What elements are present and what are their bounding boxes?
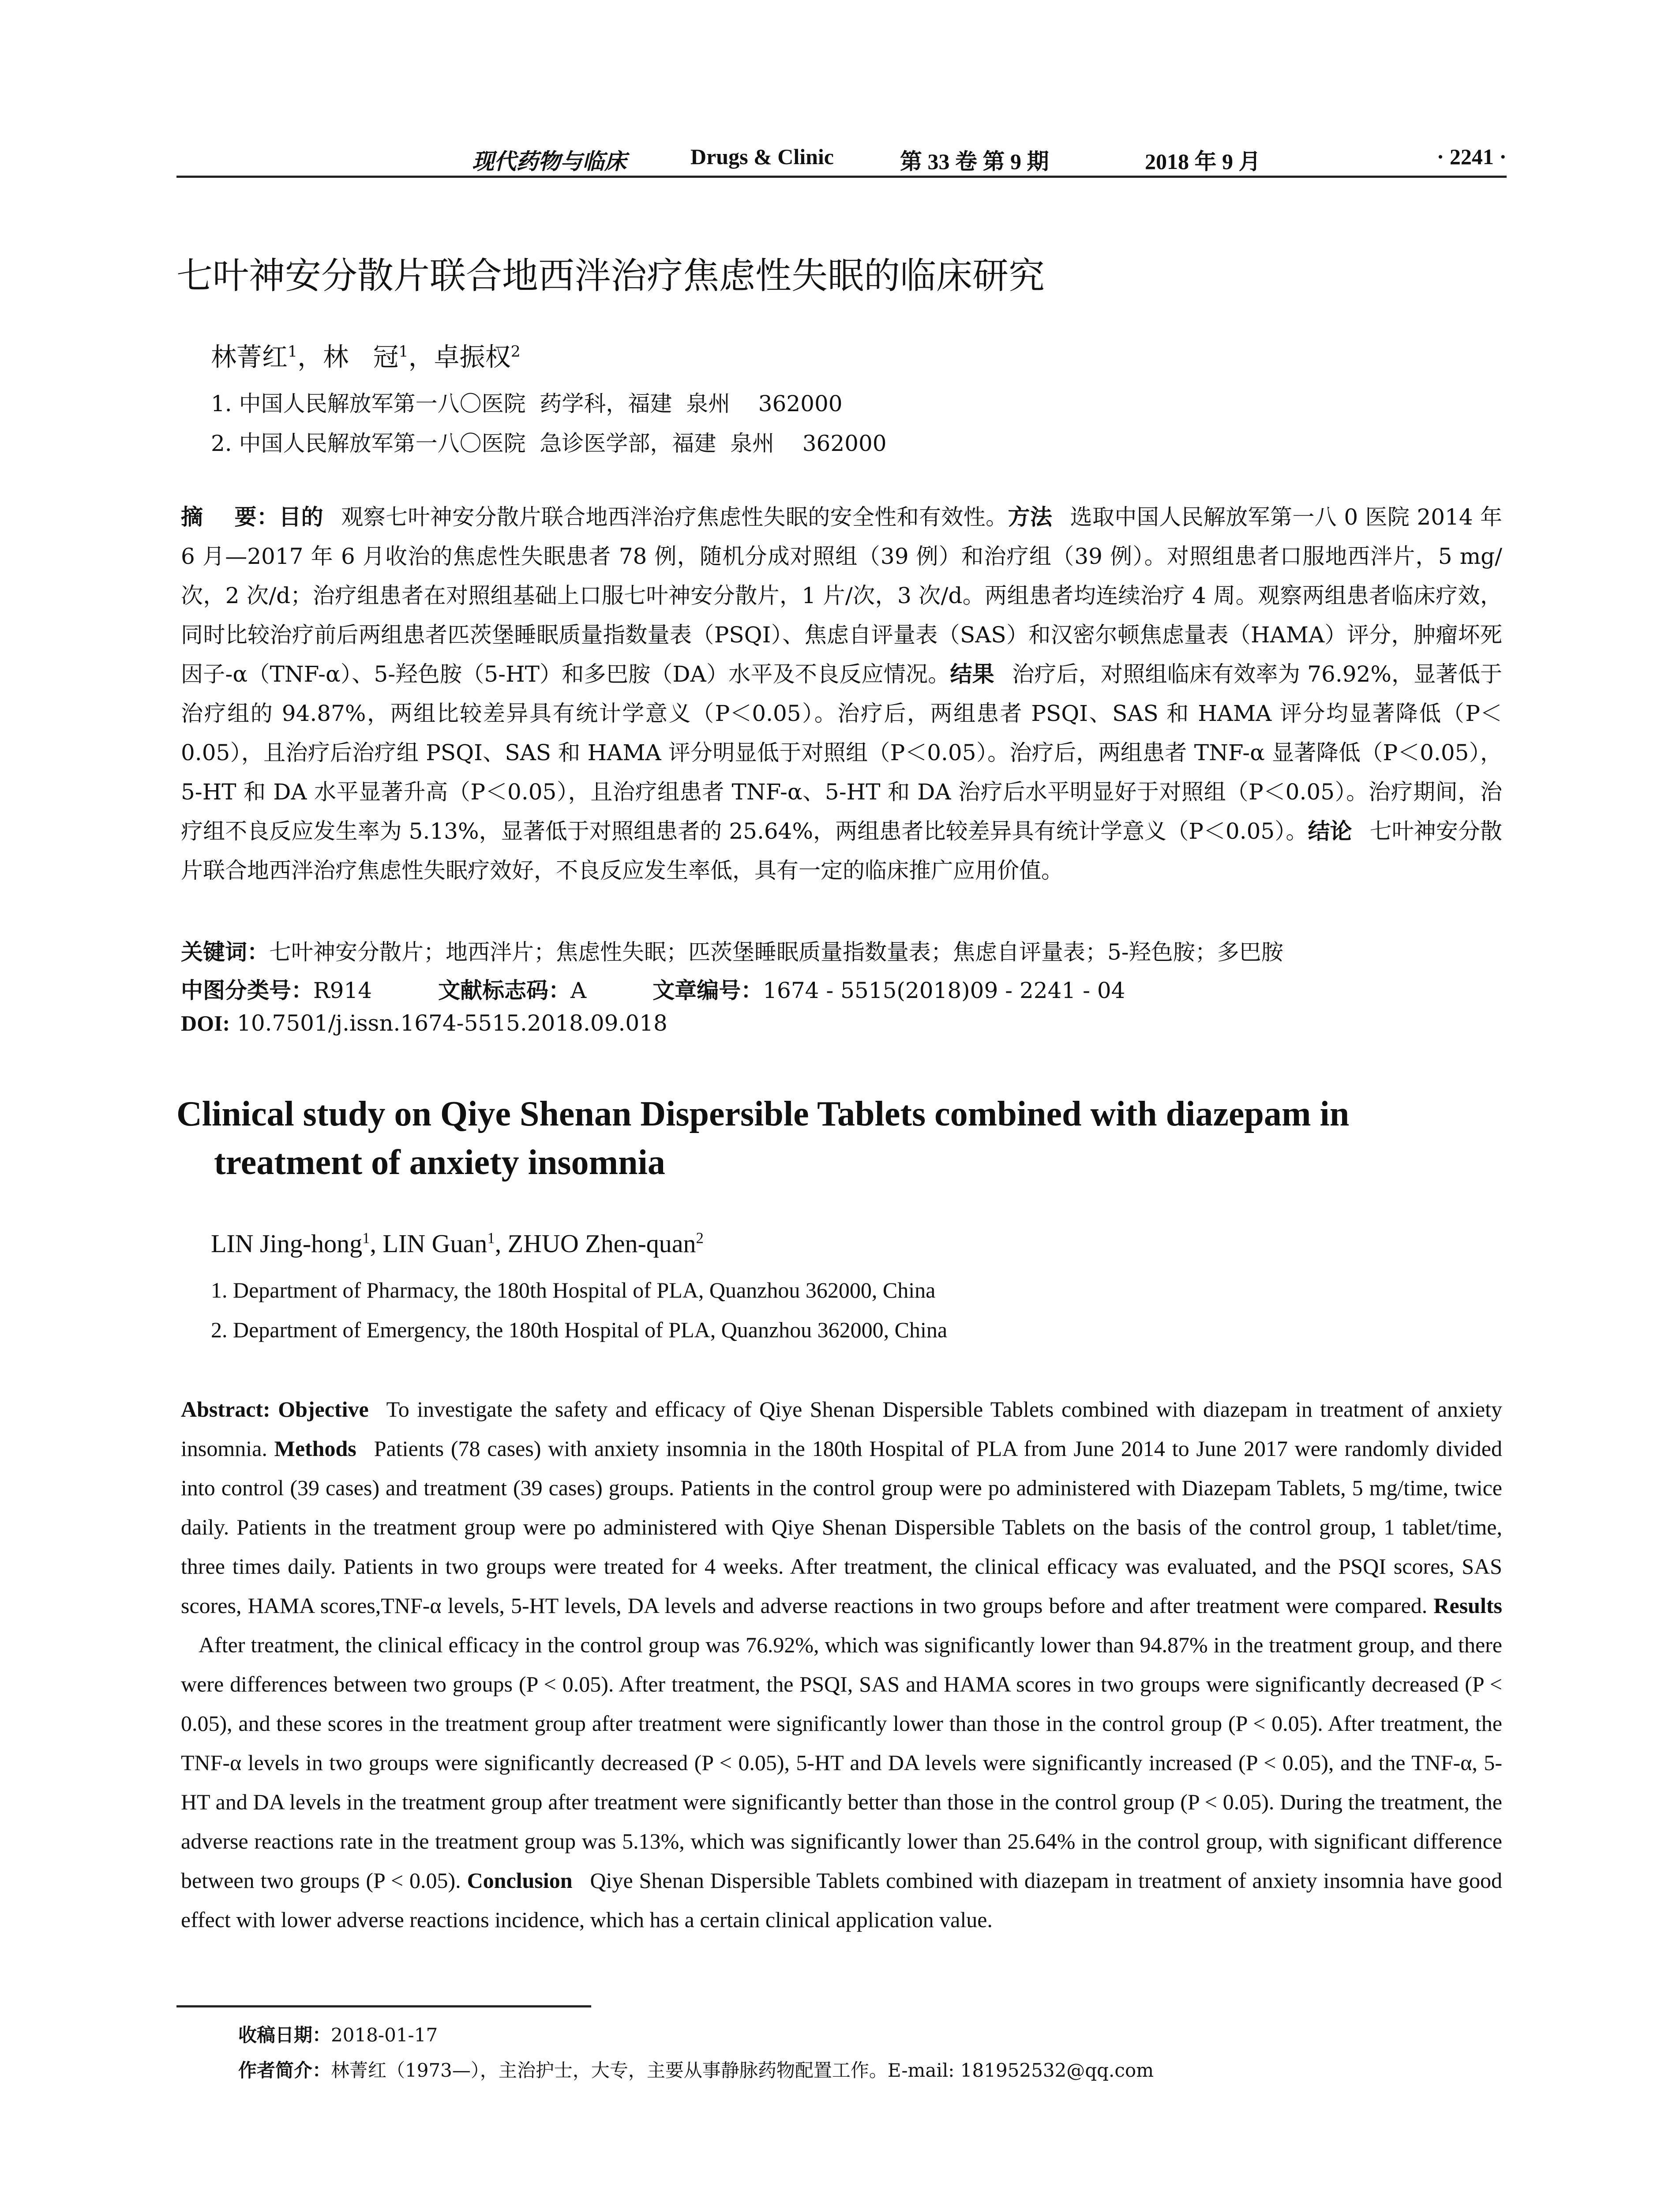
authors-cn: 林菁红$^1$，林 冠$^1$，卓振权$^2$ <box>211 342 521 372</box>
methods-cn-label: 方法 <box>1008 504 1053 530</box>
author-en-2: LIN Guan <box>382 1229 488 1258</box>
conclusion-en-text: Qiye Shenan Dispersible Tablets combined with diazepam in treatment of anxiety insomnia have good effect with lower adverse reactions incidence, which has a certain clinical application value. <box>181 1868 1502 1932</box>
page-number: · 2241 · <box>1436 144 1507 169</box>
doc-code-label: 文献标志码： <box>438 978 571 1003</box>
title-cn: 七叶神安分散片联合地西泮治疗焦虑性失眠的临床研究 <box>176 255 1045 297</box>
title-en-line-1: Clinical study on Qiye Shenan Dispersible Tablets combined with diazepam in <box>176 1095 1350 1133</box>
abstract-cn <box>181 498 1502 890</box>
methods-en-label: Methods <box>274 1436 356 1461</box>
author-en-2-sup: 1 <box>487 1229 495 1247</box>
received-label: 收稿日期： <box>238 2024 331 2046</box>
classification-line <box>181 973 1192 1005</box>
received-date: 2018-01-17 <box>331 2024 438 2046</box>
author-cn-3-sup: 2 <box>510 343 521 361</box>
doi-label: DOI: <box>181 1011 230 1035</box>
authors-en: LIN Jing-hong$^1$, LIN Guan$^1$, ZHUO Zhen-quan$^2$ <box>211 1229 704 1258</box>
abstract-en <box>181 1390 1502 1940</box>
article-no-value: 1674 - 5515(2018)09 - 2241 - 04 <box>763 978 1125 1003</box>
results-cn-text: 治疗后，对照组临床有效率为 76.92%，显著低于治疗组的 94.87%，两组比较差异具有统计学意义（P＜0.05）。治疗后，两组患者 PSQI、SAS 和 HAMA 评分均显著降低（P＜0.05），且治疗后治疗组 PSQI、SAS 和 HAMA 评分明显低于对照组（P＜0.05）。治疗后，两组患者 TNF-α 显著降低（P＜0.05），5-HT 和 DA 水平显著升高（P＜0.05），且治疗组患者 TNF-α、5-HT 和 DA 治疗后水平明显好于对照组（P＜0.05）。治疗期间，治疗组不良反应发生率为 5.13%，显著低于对照组患者的 25.64%，两组患者比较差异具有统计学意义（P＜0.05）。 <box>181 661 1502 844</box>
results-en-text: After treatment, the clinical efficacy in the control group was 76.92%, which was significantly lower than 94.87% in the treatment group, and there were differences between two groups (P < 0.05). After treatment, the PSQI, SAS and HAMA scores in two groups were significantly decreased (P < 0.05), and these scores in the treatment group after treatment were significantly lower than those in the control group (P < 0.05). After treatment, the TNF-α levels in two groups were significantly decreased (P < 0.05), 5-HT and DA levels were significantly increased (P < 0.05), and the TNF-α, 5-HT and DA levels in the treatment group after treatment were significantly better than those in the control group (P < 0.05). During the treatment, the adverse reactions rate in the treatment group was 5.13%, which was significantly lower than 25.64% in the control group, with significant difference between two groups (P < 0.05). <box>181 1632 1502 1893</box>
abstract-cn-label: 摘 要： <box>181 504 279 530</box>
keywords-cn <box>181 934 1283 966</box>
author-bio-label: 作者简介： <box>238 2060 331 2081</box>
volume-issue: 第 33 卷 第 9 期 <box>900 149 1049 174</box>
journal-name-cn: 现代药物与临床 <box>472 149 626 174</box>
title-en-line-2: treatment of anxiety insomnia <box>214 1143 665 1182</box>
footnote-author <box>238 2056 1154 2082</box>
conclusion-cn-text: 七叶神安分散片联合地西泮治疗焦虑性失眠疗效好，不良反应发生率低，具有一定的临床推广应用价值。 <box>181 818 1503 883</box>
affiliation-en-2: 2. Department of Emergency, the 180th Hospital of PLA, Quanzhou 362000, China <box>211 1317 948 1342</box>
keywords-cn-text: 七叶神安分散片；地西泮片；焦虑性失眠；匹茨堡睡眠质量指数量表；焦虑自评量表；5-羟色胺；多巴胺 <box>269 939 1283 965</box>
author-cn-2: 林 冠 <box>323 342 399 372</box>
affiliation-cn-1: 1. 中国人民解放军第一八〇医院 药学科，福建 泉州 362000 <box>211 391 843 416</box>
methods-en-text: Patients (78 cases) with anxiety insomnia in the 180th Hospital of PLA from June 2014 to June 2017 were randomly divided into control (39 cases) and treatment (39 cases) groups. Patients in the control group were po administered with Diazepam Tablets, 5 mg/time, twice daily. Patients in the treatment group were po administered with Qiye Shenan Dispersible Tablets on the basis of the control group, 1 tablet/time, three times daily. Patients in two groups were treated for 4 weeks. After treatment, the clinical efficacy was evaluated, and the PSQI scores, SAS scores, HAMA scores,TNF-α levels, 5-HT levels, DA levels and adverse reactions in two groups before and after treatment were compared. <box>181 1436 1503 1618</box>
author-en-3: ZHUO Zhen-quan <box>507 1229 696 1258</box>
results-cn-label: 结果 <box>950 661 994 687</box>
author-cn-1-sup: 1 <box>288 343 298 361</box>
author-cn-3: 卓振权 <box>434 342 511 372</box>
objective-cn-label: 目的 <box>279 504 323 530</box>
author-cn-2-sup: 1 <box>398 343 409 361</box>
article-no-label: 文章编号： <box>652 978 763 1003</box>
keywords-cn-label: 关键词： <box>181 939 269 965</box>
affiliation-cn-2: 2. 中国人民解放军第一八〇医院 急诊医学部，福建 泉州 362000 <box>211 431 887 456</box>
results-en-label: Results <box>1433 1593 1502 1618</box>
conclusion-en-label: Conclusion <box>467 1868 573 1893</box>
author-bio-text: 林菁红（1973—），主治护士，大专，主要从事静脉药物配置工作。E-mail: 181952532@qq.com <box>331 2060 1154 2081</box>
objective-cn-text: 观察七叶神安分散片联合地西泮治疗焦虑性失眠的安全性和有效性。 <box>341 504 1008 530</box>
doi-link[interactable]: 10.7501/j.issn.1674-5515.2018.09.018 <box>237 1010 668 1036</box>
issue-date: 2018 年 9 月 <box>1145 149 1261 174</box>
author-cn-1: 林菁红 <box>211 342 288 372</box>
title-en <box>176 1090 1504 1187</box>
author-en-1: LIN Jing-hong <box>211 1229 363 1258</box>
footnote-divider <box>176 2005 591 2007</box>
doc-code-value: A <box>570 978 587 1003</box>
doi-line <box>181 1010 668 1036</box>
abstract-en-label: Abstract: Objective <box>181 1397 369 1422</box>
clc-value: R914 <box>313 978 372 1003</box>
objective-en-text: To investigate the safety and efficacy of Qiye Shenan Dispersible Tablets combined with diazepam in treatment of anxiety insomnia. <box>181 1397 1502 1461</box>
author-en-1-sup: 1 <box>362 1229 370 1247</box>
journal-name-en: Drugs & Clinic <box>690 144 834 169</box>
footnote-received <box>238 2021 438 2047</box>
running-header <box>176 140 1507 178</box>
methods-cn-text: 选取中国人民解放军第一八 0 医院 2014 年 6 月—2017 年 6 月收治的焦虑性失眠患者 78 例，随机分成对照组（39 例）和治疗组（39 例）。对照组患者口服地西泮片，5 mg/次，2 次/d；治疗组患者在对照组基础上口服七叶神安分散片，1 片/次，3 次/d。两组患者均连续治疗 4 周。观察两组患者临床疗效，同时比较治疗前后两组患者匹茨堡睡眠质量指数量表（PSQI）、焦虑自评量表（SAS）和汉密尔顿焦虑量表（HAMA）评分，肿瘤坏死因子-α（TNF-α）、5-羟色胺（5-HT）和多巴胺（DA）水平及不良反应情况。 <box>181 504 1503 687</box>
author-en-3-sup: 2 <box>696 1229 704 1247</box>
clc-label: 中图分类号： <box>181 978 313 1003</box>
conclusion-cn-label: 结论 <box>1308 818 1352 844</box>
affiliation-en-1: 1. Department of Pharmacy, the 180th Hospital of PLA, Quanzhou 362000, China <box>211 1278 936 1302</box>
